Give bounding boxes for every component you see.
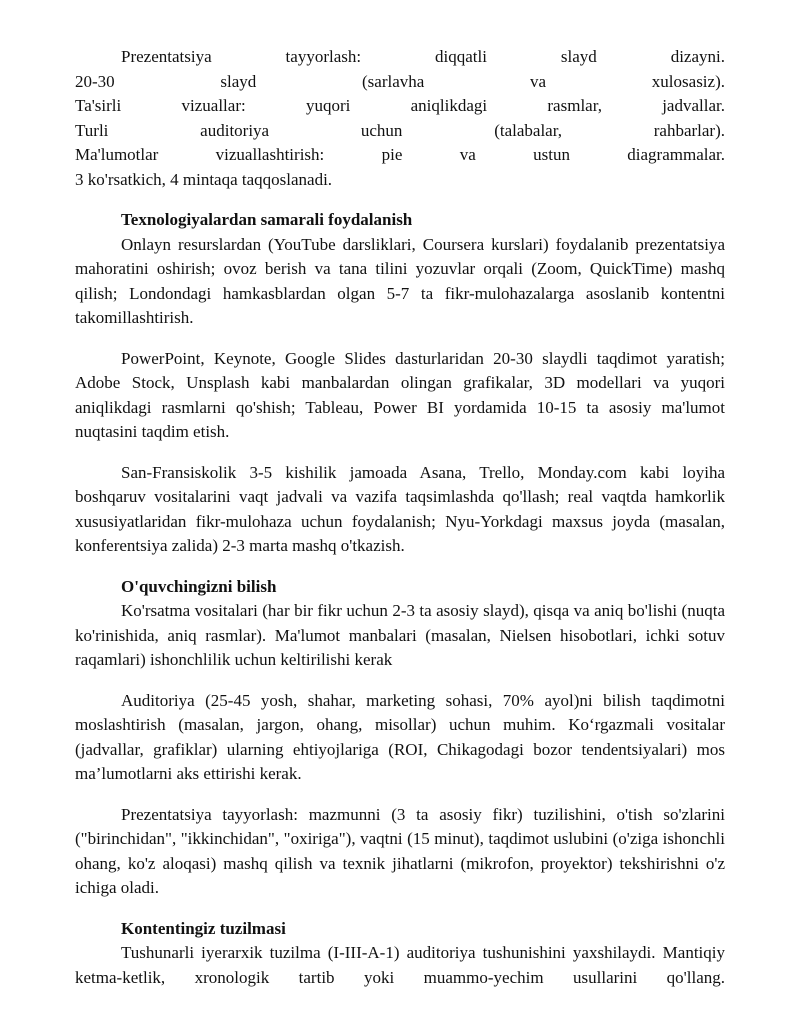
paragraph: Prezentatsiya tayyorlash: mazmunni (3 ta asosiy fikr) tuzilishini, o'tish so'zlarini ("birinchidan", "ikkinchidan", "oxiriga"), vaqtni (15 minut), taqdimot uslubini (o'ziga ishonchli ohang, ko'z aloqasi) mashq qilish va texnik jihatlarni (mikrofon, proyektor) tekshirishni o'z ichiga oladi. xyxy=(75,804,725,897)
intro-line: Ma'lumotlar vizuallashtirish: pie va ustun diagrammalar. xyxy=(75,145,725,164)
paragraph: Auditoriya (25-45 yosh, shahar, marketing sohasi, 70% ayol)ni bilish taqdimotni moslashtirish (masalan, jargon, ohang, misollar) uchun muhim. Ko‘rgazmali vositalar (jadvallar, grafiklar) ularning ehtiyojlariga (ROI, Chikagodagi bozor tendentsiyalari) mos ma’lumotlarni aks ettirishi kerak. xyxy=(75,690,725,783)
section-heading: Texnologiyalardan samarali foydalanish xyxy=(121,210,413,229)
intro-line: 3 ko'rsatkich, 4 mintaqa taqqoslanadi. xyxy=(75,169,333,189)
paragraph: Tushunarli iyerarxik tuzilma (I-III-A-1) auditoriya tushunishini yaxshilaydi. Mantiqiy ketma-ketlik, xronologik tartib yoki muammo-yechim usullarini qo'llang. xyxy=(75,943,725,987)
intro-block xyxy=(75,45,725,192)
paragraph: Ko'rsatma vositalari (har bir fikr uchun 2-3 ta asosiy slayd), qisqa va aniq bo'lishi (nuqta ko'rinishida, aniq rasmlar). Ma'lumot manbalari (masalan, Nielsen hisobotlari, ichki sotuv raqamlari) ishonchlilik uchun keltirilishi kerak xyxy=(75,601,725,669)
paragraph: PowerPoint, Keynote, Google Slides dasturlaridan 20-30 slaydli taqdimot yaratish; Adobe Stock, Unsplash kabi manbalardan olingan grafikalar, 3D modellari va yuqori aniqlikdagi rasmlarni qo'shish; Tableau, Power BI yordamida 10-15 ta asosiy ma'lumot nuqtasini taqdim etish. xyxy=(75,348,725,441)
intro-line: Ta'sirli vizuallar: yuqori aniqlikdagi rasmlar, jadvallar. xyxy=(75,96,725,115)
section-structure xyxy=(75,917,725,991)
document-page xyxy=(75,45,725,990)
section-heading: O'quvchingizni bilish xyxy=(121,576,277,596)
paragraph: Onlayn resurslardan (YouTube darsliklari, Coursera kurslari) foydalanib prezentatsiya mahoratini oshirish; ovoz berish va tana tilini yozuvlar orqali (Zoom, QuickTime) mashq qilish; Londondagi hamkasblardan olgan 5-7 ta fikr-mulohazalarga asoslanib kontentni takomillashtirish. xyxy=(75,234,725,327)
intro-line: 20-30 slayd (sarlavha va xulosasiz). xyxy=(75,71,725,91)
section-heading: Kontentingiz tuzilmasi xyxy=(121,918,286,938)
section-technology xyxy=(75,208,725,559)
section-audience xyxy=(75,575,725,901)
paragraph: San-Fransiskolik 3-5 kishilik jamoada Asana, Trello, Monday.com kabi loyiha boshqaruv vositalarini vaqt jadvali va vazifa taqsimlashda qo'llash; real vaqtda hamkorlik xususiyatlaridan fikr-mulohaza uchun foydalanish; Nyu-Yorkdagi maxsus joyda (masalan, konferentsiya zalida) 2-3 marta mashq o'tkazish. xyxy=(75,462,725,555)
intro-line: Prezentatsiya tayyorlash: diqqatli slayd dizayni. xyxy=(121,47,725,66)
intro-line: Turli auditoriya uchun (talabalar, rahbarlar). xyxy=(75,120,725,140)
